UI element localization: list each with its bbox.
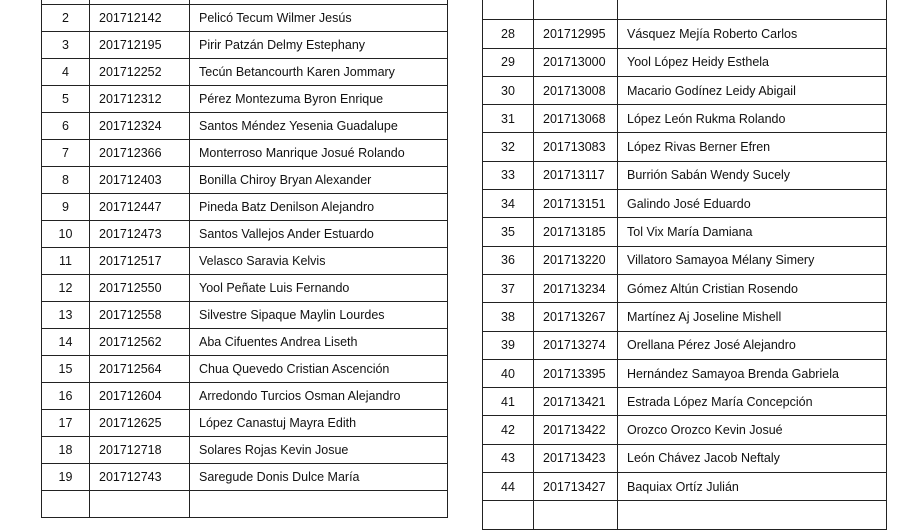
student-name-cell: Hernández Samayoa Brenda Gabriela	[618, 359, 887, 387]
student-id-cell: 201713427	[534, 473, 618, 501]
student-id-cell	[534, 501, 618, 529]
student-id-cell: 201713185	[534, 218, 618, 246]
table-row	[483, 218, 887, 246]
student-name-cell: Orozco Orozco Kevin Josué	[618, 416, 887, 444]
row-number-cell: 19	[42, 464, 90, 491]
table-row	[483, 388, 887, 416]
student-id-cell: 201712550	[90, 275, 190, 302]
table-row	[42, 356, 448, 383]
student-name-cell: Santos Méndez Yesenia Guadalupe	[190, 113, 448, 140]
student-name-cell: Tecún Betancourth Karen Jommary	[190, 59, 448, 86]
student-id-cell: 201713220	[534, 246, 618, 274]
student-name-cell: Aba Cifuentes Andrea Liseth	[190, 329, 448, 356]
table-row	[42, 32, 448, 59]
student-name-cell: Pirir Patzán Delmy Estephany	[190, 32, 448, 59]
student-name-cell: Saregude Donis Dulce María	[190, 464, 448, 491]
student-name-cell: Baquiax Ortíz Julián	[618, 473, 887, 501]
student-name-cell: Yool Peñate Luis Fernando	[190, 275, 448, 302]
student-id-cell: 201712743	[90, 464, 190, 491]
table-row	[42, 302, 448, 329]
table-row	[483, 190, 887, 218]
student-id-cell: 201712473	[90, 221, 190, 248]
student-name-cell: Pineda Batz Denilson Alejandro	[190, 194, 448, 221]
student-id-cell: 201712558	[90, 302, 190, 329]
student-name-cell: Estrada López María Concepción	[618, 388, 887, 416]
table-row	[42, 464, 448, 491]
student-id-cell: 201712447	[90, 194, 190, 221]
table-row	[42, 59, 448, 86]
student-table-left	[41, 0, 448, 518]
student-table-left-body	[42, 0, 448, 518]
table-row	[483, 473, 887, 501]
row-number-cell: 34	[483, 190, 534, 218]
student-id-cell: 201712517	[90, 248, 190, 275]
student-id-cell: 201712252	[90, 59, 190, 86]
table-row	[42, 113, 448, 140]
table-row	[483, 161, 887, 189]
row-number-cell: 3	[42, 32, 90, 59]
student-table-right-body	[483, 0, 887, 529]
student-id-cell: 201712718	[90, 437, 190, 464]
table-row	[483, 416, 887, 444]
student-name-cell: Arredondo Turcios Osman Alejandro	[190, 383, 448, 410]
row-number-cell: 14	[42, 329, 90, 356]
student-name-cell: León Chávez Jacob Neftaly	[618, 444, 887, 472]
row-number-cell: 31	[483, 105, 534, 133]
table-row	[483, 303, 887, 331]
student-id-cell: 201712604	[90, 383, 190, 410]
student-id-cell: 201713274	[534, 331, 618, 359]
student-id-cell: 201712562	[90, 329, 190, 356]
student-name-cell: López Canastuj Mayra Edith	[190, 410, 448, 437]
row-number-cell: 2	[42, 5, 90, 32]
student-name-cell: Monterroso Manrique Josué Rolando	[190, 140, 448, 167]
row-number-cell: 32	[483, 133, 534, 161]
student-name-cell: Galindo José Eduardo	[618, 190, 887, 218]
student-name-cell: Vásquez Mejía Roberto Carlos	[618, 20, 887, 48]
row-number-cell: 18	[42, 437, 90, 464]
student-name-cell: López León Rukma Rolando	[618, 105, 887, 133]
student-name-cell: Pelicó Tecum Wilmer Jesús	[190, 5, 448, 32]
row-number-cell: 37	[483, 274, 534, 302]
table-row	[42, 437, 448, 464]
student-name-cell	[190, 491, 448, 518]
table-row	[42, 410, 448, 437]
student-id-cell	[534, 0, 618, 20]
student-name-cell	[618, 0, 887, 20]
student-name-cell: Santos Vallejos Ander Estuardo	[190, 221, 448, 248]
table-row	[483, 331, 887, 359]
row-number-cell: 13	[42, 302, 90, 329]
student-name-cell: Burrión Sabán Wendy Sucely	[618, 161, 887, 189]
table-row	[483, 0, 887, 20]
table-row	[483, 359, 887, 387]
row-number-cell	[483, 0, 534, 20]
row-number-cell: 35	[483, 218, 534, 246]
row-number-cell: 8	[42, 167, 90, 194]
table-row	[42, 86, 448, 113]
student-name-cell: Yool López Heidy Esthela	[618, 48, 887, 76]
student-id-cell: 201713234	[534, 274, 618, 302]
student-id-cell: 201713421	[534, 388, 618, 416]
student-name-cell: Chua Quevedo Cristian Ascención	[190, 356, 448, 383]
student-id-cell: 201712312	[90, 86, 190, 113]
table-row	[483, 76, 887, 104]
table-row	[42, 329, 448, 356]
table-row	[483, 444, 887, 472]
student-name-cell: Villatoro Samayoa Mélany Simery	[618, 246, 887, 274]
student-id-cell: 201712324	[90, 113, 190, 140]
table-row	[42, 140, 448, 167]
student-id-cell: 201712403	[90, 167, 190, 194]
student-table-right	[482, 0, 887, 530]
table-row	[483, 20, 887, 48]
row-number-cell: 11	[42, 248, 90, 275]
row-number-cell: 10	[42, 221, 90, 248]
table-row	[42, 491, 448, 518]
student-name-cell: Tol Vix María Damiana	[618, 218, 887, 246]
student-name-cell: Orellana Pérez José Alejandro	[618, 331, 887, 359]
student-id-cell: 201713008	[534, 76, 618, 104]
student-id-cell: 201713117	[534, 161, 618, 189]
student-id-cell: 201712564	[90, 356, 190, 383]
student-name-cell: Velasco Saravia Kelvis	[190, 248, 448, 275]
student-id-cell	[90, 491, 190, 518]
row-number-cell: 6	[42, 113, 90, 140]
table-row	[42, 167, 448, 194]
student-id-cell: 201713000	[534, 48, 618, 76]
student-id-cell: 201712625	[90, 410, 190, 437]
row-number-cell: 42	[483, 416, 534, 444]
row-number-cell: 7	[42, 140, 90, 167]
student-id-cell: 201712366	[90, 140, 190, 167]
student-id-cell: 201713083	[534, 133, 618, 161]
row-number-cell: 5	[42, 86, 90, 113]
row-number-cell: 43	[483, 444, 534, 472]
student-id-cell: 201713068	[534, 105, 618, 133]
student-name-cell: Silvestre Sipaque Maylin Lourdes	[190, 302, 448, 329]
row-number-cell: 41	[483, 388, 534, 416]
student-name-cell	[618, 501, 887, 529]
row-number-cell	[483, 501, 534, 529]
table-row	[483, 105, 887, 133]
row-number-cell: 15	[42, 356, 90, 383]
student-id-cell: 201713422	[534, 416, 618, 444]
table-row	[42, 248, 448, 275]
row-number-cell: 17	[42, 410, 90, 437]
table-row	[42, 383, 448, 410]
row-number-cell: 33	[483, 161, 534, 189]
table-row	[483, 48, 887, 76]
student-name-cell: Pérez Montezuma Byron Enrique	[190, 86, 448, 113]
student-name-cell: López Rivas Berner Efren	[618, 133, 887, 161]
table-row	[42, 5, 448, 32]
student-name-cell: Martínez Aj Joseline Mishell	[618, 303, 887, 331]
table-row	[483, 246, 887, 274]
table-row	[483, 133, 887, 161]
student-id-cell: 201712995	[534, 20, 618, 48]
row-number-cell: 4	[42, 59, 90, 86]
student-name-cell: Gómez Altún Cristian Rosendo	[618, 274, 887, 302]
student-name-cell: Solares Rojas Kevin Josue	[190, 437, 448, 464]
row-number-cell: 9	[42, 194, 90, 221]
row-number-cell: 36	[483, 246, 534, 274]
row-number-cell	[42, 491, 90, 518]
row-number-cell: 29	[483, 48, 534, 76]
student-id-cell: 201713395	[534, 359, 618, 387]
row-number-cell: 16	[42, 383, 90, 410]
student-id-cell: 201713151	[534, 190, 618, 218]
row-number-cell: 38	[483, 303, 534, 331]
row-number-cell: 44	[483, 473, 534, 501]
student-name-cell: Macario Godínez Leidy Abigail	[618, 76, 887, 104]
table-row	[483, 501, 887, 529]
table-row	[42, 194, 448, 221]
row-number-cell: 40	[483, 359, 534, 387]
row-number-cell: 30	[483, 76, 534, 104]
row-number-cell: 28	[483, 20, 534, 48]
student-id-cell: 201713423	[534, 444, 618, 472]
table-row	[42, 275, 448, 302]
row-number-cell: 39	[483, 331, 534, 359]
student-name-cell: Bonilla Chiroy Bryan Alexander	[190, 167, 448, 194]
student-id-cell: 201713267	[534, 303, 618, 331]
student-id-cell: 201712195	[90, 32, 190, 59]
table-row	[42, 221, 448, 248]
row-number-cell: 12	[42, 275, 90, 302]
student-id-cell: 201712142	[90, 5, 190, 32]
table-row	[483, 274, 887, 302]
